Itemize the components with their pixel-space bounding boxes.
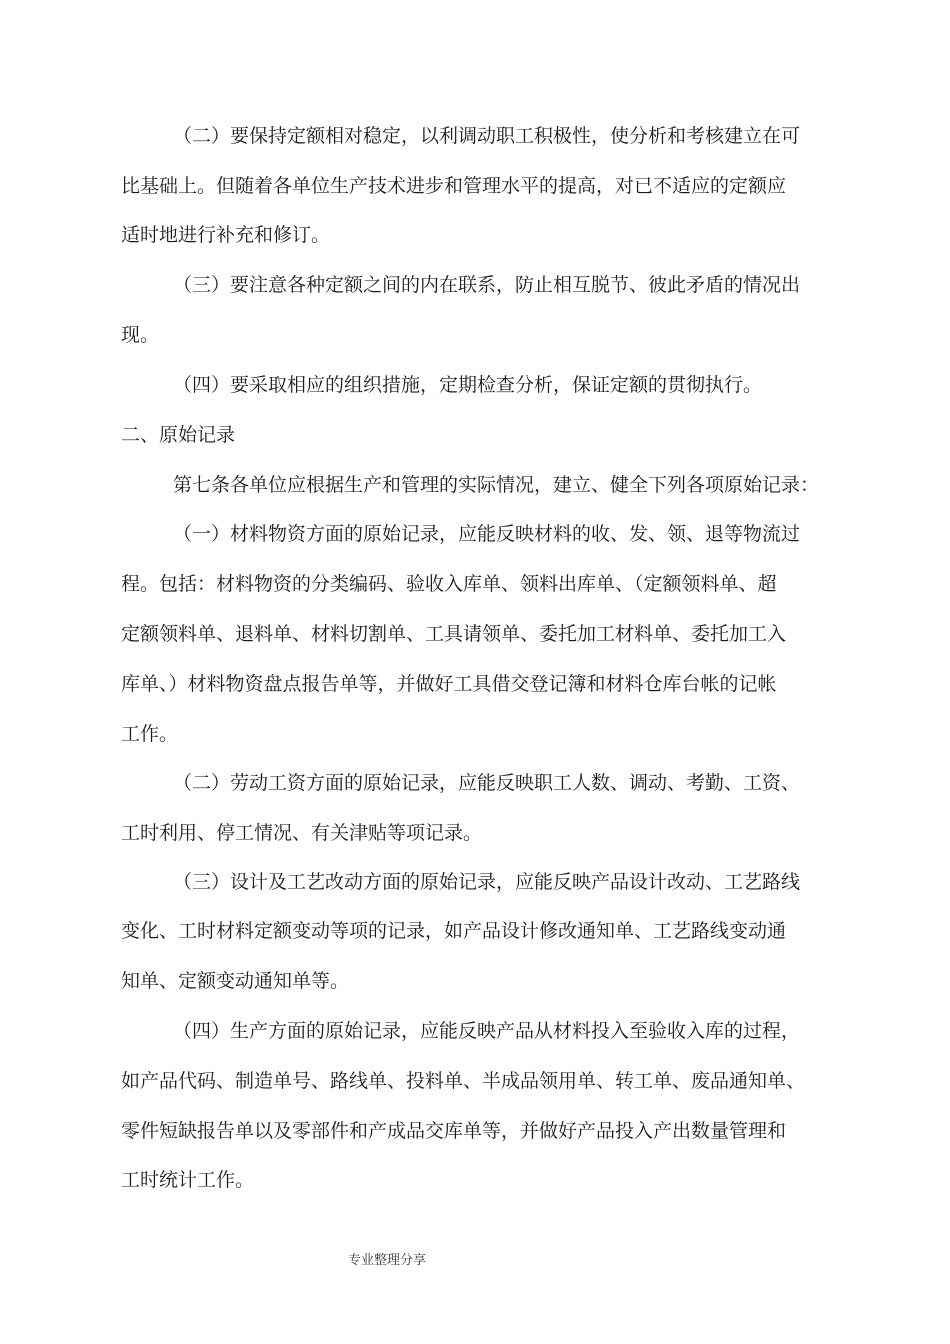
paragraph-line: 知单、定额变动通知单等。 [121,970,350,992]
paragraph-line: （一）材料物资方面的原始记录，应能反映材料的收、发、领、退等物流过 [173,523,801,545]
section-heading: 二、原始记录 [121,424,236,446]
paragraph-line: 如产品代码、制造单号、路线单、投料单、半成品领用单、转工单、废品通知单、 [121,1070,806,1092]
paragraph-line: （四）要采取相应的组织措施，定期检查分析，保证定额的贯彻执行。 [173,374,763,396]
paragraph-line: 程。包括：材料物资的分类编码、验收入库单、领料出库单、（定额领料单、超 [121,573,777,595]
paragraph-line: 零件短缺报告单以及零部件和产成品交库单等，并做好产品投入产出数量管理和 [121,1120,787,1142]
paragraph-line: 现。 [121,324,160,346]
paragraph-line: 适时地进行补充和修订。 [121,224,331,246]
paragraph-line: 第七条各单位应根据生产和管理的实际情况，建立、健全下列各项原始记录： [173,474,820,496]
paragraph-line: 变化、工时材料定额变动等项的记录，如产品设计修改通知单、工艺路线变动通 [121,920,787,942]
paragraph-line: （二）要保持定额相对稳定，以利调动职工积极性，使分析和考核建立在可 [173,125,801,147]
paragraph-line: 比基础上。但随着各单位生产技术进步和管理水平的提高，对已不适应的定额应 [121,175,787,197]
paragraph-line: （三）设计及工艺改动方面的原始记录，应能反映产品设计改动、工艺路线 [173,871,801,893]
paragraph-line: 工时统计工作。 [121,1169,255,1191]
paragraph-line: 库单、）材料物资盘点报告单等，并做好工具借交登记簿和材料仓库台帐的记帐 [121,673,777,695]
paragraph-line: （二）劳动工资方面的原始记录，应能反映职工人数、调动、考勤、工资、 [173,772,801,794]
page-footer: 专业整理分享 [348,1253,427,1268]
paragraph-line: 工作。 [121,723,179,745]
paragraph-line: （三）要注意各种定额之间的内在联系，防止相互脱节、彼此矛盾的情况出 [173,274,801,296]
paragraph-line: 工时利用、停工情况、有关津贴等项记录。 [121,822,483,844]
paragraph-line: 定额领料单、退料单、材料切割单、工具请领单、委托加工材料单、委托加工入 [121,623,787,645]
paragraph-line: （四）生产方面的原始记录，应能反映产品从材料投入至验收入库的过程， [173,1020,801,1042]
